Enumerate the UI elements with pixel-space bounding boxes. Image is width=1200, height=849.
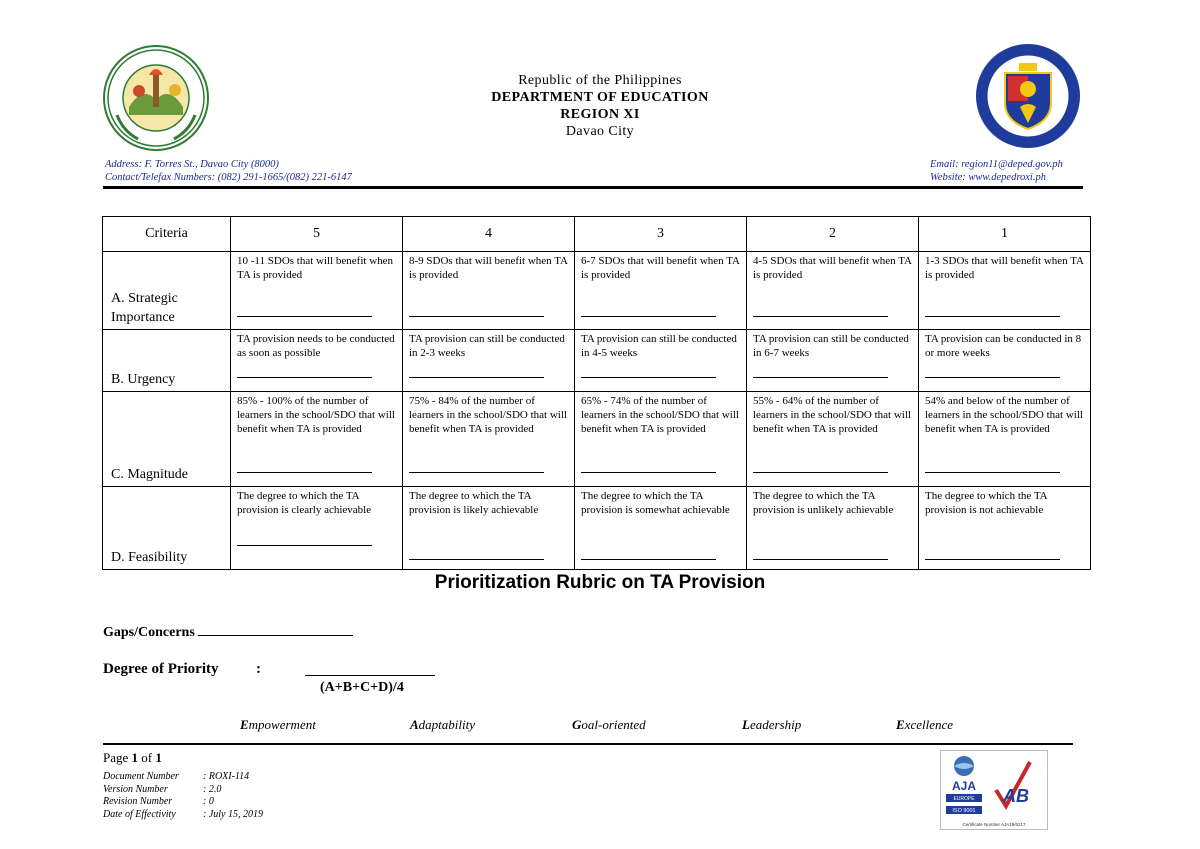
header-divider — [103, 186, 1083, 189]
cell-text: TA provision needs to be conducted as soon as possible — [237, 333, 395, 359]
table-row — [103, 487, 1091, 570]
rubric-cell — [575, 487, 747, 570]
page-current: 1 — [131, 750, 139, 765]
cell-text: The degree to which the TA provision is not achievable — [925, 490, 1048, 516]
answer-line — [753, 559, 888, 560]
rubric-cell — [403, 392, 575, 487]
document-metadata — [103, 771, 263, 821]
header-score-3: 3 — [575, 217, 747, 252]
rubric-table — [102, 216, 1091, 570]
header-score-2: 2 — [747, 217, 919, 252]
svg-text:AB: AB — [1003, 786, 1029, 806]
svg-text:Certificate Number AJA19/6217: Certificate Number AJA19/6217 — [962, 822, 1026, 827]
website-text[interactable]: Website: www.depedroxi.ph — [930, 172, 1046, 183]
cell-text: 8-9 SDOs that will benefit when TA is provided — [409, 255, 568, 281]
cell-text: The degree to which the TA provision is unlikely achievable — [753, 490, 894, 516]
address-text: Address: F. Torres St., Davao City (8000) — [105, 159, 279, 170]
republic-line: Republic of the Philippines — [518, 73, 682, 88]
meta-value: : 0 — [203, 796, 214, 807]
header-score-5: 5 — [231, 217, 403, 252]
gaps-blank-line[interactable] — [198, 623, 353, 636]
rubric-cell — [403, 330, 575, 392]
department-line: DEPARTMENT OF EDUCATION — [491, 90, 709, 105]
rubric-cell — [919, 487, 1091, 570]
rubric-cell — [231, 252, 403, 330]
table-header-row — [103, 217, 1091, 252]
answer-line — [581, 472, 716, 473]
meta-row — [103, 784, 263, 797]
rubric-cell — [231, 487, 403, 570]
rubric-cell — [747, 330, 919, 392]
value-rest: daptability — [418, 717, 476, 732]
meta-row — [103, 771, 263, 784]
rubric-cell — [747, 252, 919, 330]
rubric-cell — [403, 252, 575, 330]
cell-text: The degree to which the TA provision is clearly achievable — [237, 490, 372, 516]
header-score-4: 4 — [403, 217, 575, 252]
answer-line — [409, 472, 544, 473]
answer-line — [925, 472, 1060, 473]
value-initial: G — [572, 717, 582, 732]
table-row — [103, 252, 1091, 330]
priority-formula: (A+B+C+D)/4 — [320, 680, 404, 695]
page-number — [103, 750, 162, 766]
contact-text: Contact/Telefax Numbers: (082) 291-1665/(082) 221-6147 — [105, 172, 352, 183]
cell-text: 10 -11 SDOs that will benefit when TA is provided — [237, 255, 394, 281]
cell-text: TA provision can still be conducted in 6-7 weeks — [753, 333, 909, 359]
answer-line — [409, 377, 544, 378]
value-rest: mpowerment — [248, 717, 316, 732]
answer-line — [409, 316, 544, 317]
value-initial: E — [240, 717, 249, 732]
criterion-cell — [103, 330, 231, 392]
value-initial: A — [410, 717, 419, 732]
cell-text: 55% - 64% of the number of learners in the school/SDO that will benefit when TA is provided — [753, 395, 911, 435]
degree-of-priority-label: Degree of Priority — [103, 661, 219, 677]
answer-line — [753, 472, 888, 473]
answer-line — [237, 316, 372, 317]
core-value-empowerment — [240, 717, 316, 733]
email-website-block — [930, 158, 1063, 184]
answer-line — [753, 316, 888, 317]
answer-line — [925, 559, 1060, 560]
answer-line — [237, 472, 372, 473]
answer-line — [925, 377, 1060, 378]
answer-line — [581, 377, 716, 378]
criterion-label: C. Magnitude — [111, 467, 188, 482]
table-row — [103, 330, 1091, 392]
meta-key: Revision Number — [103, 796, 173, 807]
answer-line — [753, 377, 888, 378]
value-rest: oal-oriented — [581, 717, 646, 732]
core-value-leadership — [742, 717, 801, 733]
header-score-1: 1 — [919, 217, 1091, 252]
degree-blank-line[interactable] — [305, 675, 435, 676]
degree-colon: : — [256, 661, 261, 677]
core-value-excellence — [896, 717, 953, 733]
criterion-cell — [103, 252, 231, 330]
meta-row — [103, 796, 263, 809]
cell-text: TA provision can still be conducted in 4-5 weeks — [581, 333, 737, 359]
meta-value: : ROXI-114 — [203, 771, 250, 782]
cell-text: 85% - 100% of the number of learners in the school/SDO that will benefit when TA is provided — [237, 395, 395, 435]
answer-line — [925, 316, 1060, 317]
city-line: Davao City — [565, 124, 635, 139]
meta-value: : July 15, 2019 — [203, 808, 263, 820]
answer-line — [581, 559, 716, 560]
deped-region-xi-seal — [103, 45, 209, 151]
gaps-concerns-field[interactable] — [103, 623, 353, 641]
criterion-cell — [103, 487, 231, 570]
region-line: REGION XI — [560, 107, 640, 122]
value-rest: xcellence — [904, 717, 954, 732]
meta-key: Version Number — [103, 783, 168, 795]
core-value-goal-oriented — [572, 717, 646, 733]
answer-line — [237, 545, 372, 546]
gaps-label: Gaps/Concerns — [103, 625, 195, 640]
svg-text:ISO 9001: ISO 9001 — [952, 808, 976, 814]
page-of: of — [138, 750, 156, 765]
cell-text: TA provision can still be conducted in 2-3 weeks — [409, 333, 565, 359]
value-rest: eadership — [749, 717, 802, 732]
email-text[interactable]: Email: region11@deped.gov.ph — [930, 159, 1063, 170]
rubric-cell — [919, 392, 1091, 487]
page-prefix: Page — [103, 750, 132, 765]
rubric-cell — [231, 392, 403, 487]
rubric-cell — [919, 252, 1091, 330]
cell-text: 4-5 SDOs that will benefit when TA is provided — [753, 255, 912, 281]
address-block — [105, 158, 352, 184]
cell-text: TA provision can be conducted in 8 or more weeks — [925, 333, 1082, 359]
answer-line — [409, 559, 544, 560]
answer-line — [581, 316, 716, 317]
meta-row — [103, 809, 263, 822]
kagawaran-ng-edukasyon-seal — [975, 43, 1081, 149]
rubric-cell — [403, 487, 575, 570]
rubric-cell — [747, 392, 919, 487]
criterion-label: A. Strategic Importance — [111, 291, 178, 325]
cell-text: 54% and below of the number of learners in the school/SDO that will benefit when TA is provided — [925, 395, 1083, 435]
footer-divider — [103, 743, 1073, 745]
criterion-cell — [103, 392, 231, 487]
value-initial: E — [896, 717, 905, 732]
meta-value: : 2.0 — [203, 783, 222, 795]
cell-text: 6-7 SDOs that will benefit when TA is provided — [581, 255, 740, 281]
meta-key: Date of Effectivity — [103, 808, 176, 820]
criterion-label: D. Feasibility — [111, 550, 188, 565]
core-value-adaptability — [410, 717, 475, 733]
value-initial: L — [742, 717, 750, 732]
rubric-cell — [919, 330, 1091, 392]
answer-line — [237, 377, 372, 378]
header-criteria: Criteria — [103, 217, 231, 252]
rubric-cell — [231, 330, 403, 392]
cell-text: 1-3 SDOs that will benefit when TA is provided — [925, 255, 1084, 281]
page-total: 1 — [155, 750, 162, 765]
rubric-cell — [575, 392, 747, 487]
table-row — [103, 392, 1091, 487]
rubric-cell — [575, 330, 747, 392]
header-titles — [400, 72, 800, 140]
svg-text:EUROPE: EUROPE — [953, 796, 975, 802]
cell-text: The degree to which the TA provision is somewhat achievable — [581, 490, 730, 516]
rubric-title: Prioritization Rubric on TA Provision — [434, 572, 766, 593]
cell-text: The degree to which the TA provision is likely achievable — [409, 490, 539, 516]
iso-certification-logo — [940, 750, 1048, 830]
cell-text: 65% - 74% of the number of learners in the school/SDO that will benefit when TA is provided — [581, 395, 739, 435]
svg-text:AJA: AJA — [951, 779, 977, 793]
criterion-label: B. Urgency — [111, 372, 176, 387]
cell-text: 75% - 84% of the number of learners in the school/SDO that will benefit when TA is provided — [409, 395, 567, 435]
rubric-cell — [747, 487, 919, 570]
rubric-cell — [575, 252, 747, 330]
meta-key: Document Number — [103, 771, 179, 782]
